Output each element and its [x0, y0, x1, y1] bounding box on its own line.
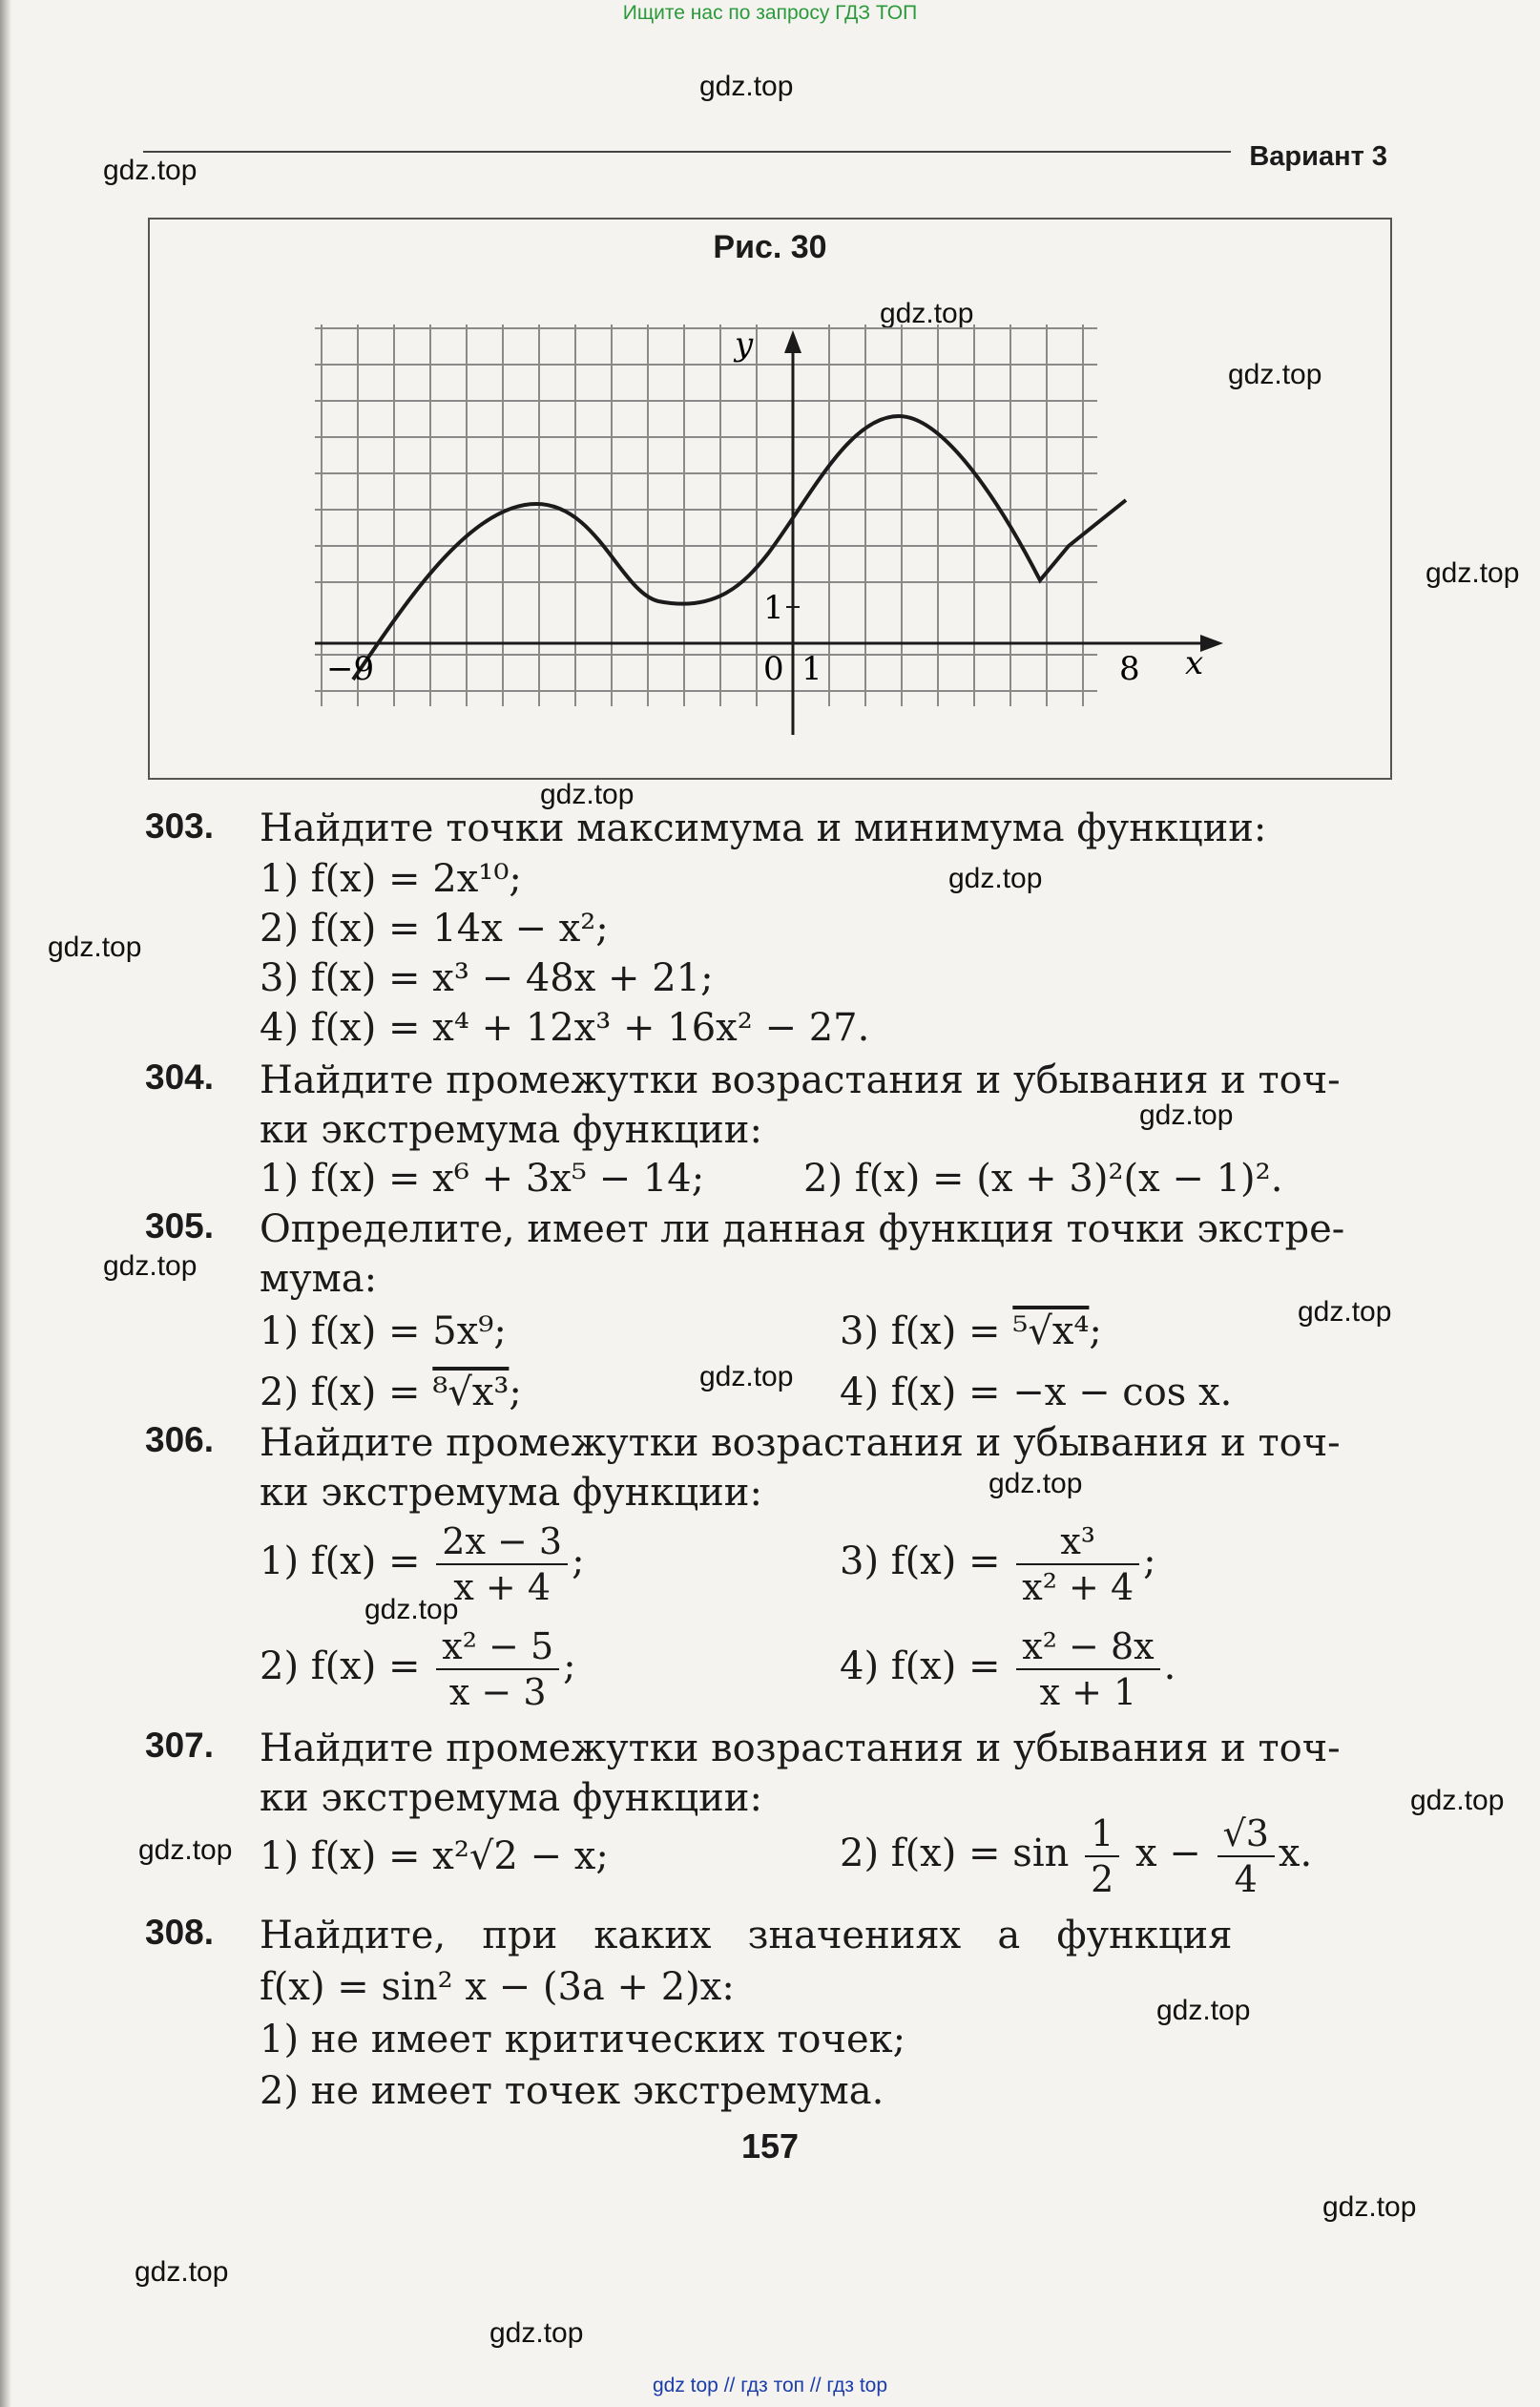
label-x8: 8 [1119, 650, 1140, 688]
problem-306-item4 [840, 1624, 1176, 1714]
watermark: gdz.top [699, 71, 794, 102]
x-axis-label: x [1185, 644, 1204, 682]
watermark: gdz.top [1139, 1099, 1234, 1131]
problem-307-line2: ки экстремума функции: [260, 1776, 762, 1820]
item2-prefix: 2) f(x) = [260, 1371, 433, 1414]
problem-308-item2: 2) не имеет точек экстремума. [260, 2069, 884, 2113]
watermark: gdz.top [1298, 1296, 1392, 1328]
fraction [1016, 1519, 1139, 1609]
page-edge-shadow [0, 0, 11, 2407]
item-suffix: . [1163, 1644, 1176, 1688]
problem-305-line2: мума: [260, 1257, 378, 1301]
problem-306-number: 306. [145, 1420, 215, 1459]
problem-307-item2 [840, 1811, 1312, 1901]
problem-308-item1: 1) не имеет критических точек; [260, 2018, 906, 2062]
watermark: gdz.top [48, 931, 142, 963]
bottom-banner[interactable]: gdz top // гдз топ // гдз top [652, 2375, 888, 2397]
problem-304-item2: 2) f(x) = (x + 3)²(x − 1)². [803, 1157, 1283, 1201]
problem-307-number: 307. [145, 1726, 215, 1765]
denominator: x² + 4 [1022, 1566, 1134, 1608]
numerator: 2x − 3 [436, 1519, 568, 1565]
watermark: gdz.top [103, 155, 198, 186]
watermark: gdz.top [364, 1594, 459, 1625]
problem-306-item3 [840, 1519, 1156, 1609]
watermark: gdz.top [1410, 1785, 1505, 1816]
watermark: gdz.top [1426, 557, 1520, 589]
root-expression: ⁸√x³ [432, 1371, 510, 1414]
problem-308-number: 308. [145, 1913, 215, 1952]
label-origin: 0 [763, 650, 784, 688]
problem-303-item: 1) f(x) = 2x¹⁰; [260, 857, 522, 901]
problem-308-line1: Найдите, при каких значениях a функция [260, 1914, 1233, 1957]
item3-suffix: ; [1089, 1309, 1102, 1353]
page-number: 157 [740, 2126, 800, 2166]
numerator: √3 [1217, 1811, 1275, 1857]
problem-303-text: Найдите точки максимума и минимума функции: [260, 806, 1267, 850]
root-expression: ⁵√x⁴ [1012, 1309, 1090, 1353]
denominator: x − 3 [448, 1671, 547, 1713]
y-axis-label: y [735, 325, 754, 364]
problem-304-item1: 1) f(x) = x⁶ + 3x⁵ − 14; [260, 1157, 705, 1201]
numerator: 1 [1085, 1811, 1119, 1857]
variant-label: Вариант 3 [1249, 141, 1387, 172]
item-suffix: x. [1278, 1831, 1313, 1875]
top-banner[interactable]: Ищите нас по запросу ГДЗ ТОП [622, 2, 918, 24]
figure-title: Рис. 30 [713, 229, 827, 265]
problem-306-line1: Найдите промежутки возрастания и убывания и точ- [260, 1421, 1341, 1465]
denominator: x + 1 [1039, 1671, 1137, 1713]
item-prefix: 2) f(x) = [260, 1644, 421, 1688]
denominator: x + 4 [453, 1566, 551, 1608]
problem-308-line2: f(x) = sin² x − (3a + 2)x: [260, 1965, 735, 2009]
problem-305-item4: 4) f(x) = −x − cos x. [840, 1371, 1233, 1414]
label-y1: 1 [763, 589, 784, 627]
problem-303-item: 2) f(x) = 14x − x²; [260, 907, 609, 951]
problem-307-line1: Найдите промежутки возрастания и убывания и точ- [260, 1727, 1341, 1770]
fraction [1085, 1811, 1119, 1901]
watermark: gdz.top [103, 1250, 198, 1282]
item3-prefix: 3) f(x) = [840, 1309, 1013, 1353]
item-middle: x − [1135, 1831, 1201, 1875]
item-suffix: ; [572, 1539, 585, 1583]
problem-306-item2 [260, 1624, 576, 1714]
problem-307-item1: 1) f(x) = x²√2 − x; [260, 1834, 609, 1878]
numerator: x² − 8x [1016, 1624, 1159, 1670]
problem-306-line2: ки экстремума функции: [260, 1471, 762, 1515]
problem-305-item2 [260, 1371, 522, 1414]
numerator: x² − 5 [436, 1624, 559, 1670]
watermark: gdz.top [948, 863, 1043, 894]
watermark: gdz.top [699, 1361, 794, 1392]
problem-305-number: 305. [145, 1206, 215, 1245]
problem-305-item3 [840, 1309, 1102, 1353]
label-x1: 1 [801, 650, 822, 688]
problem-305-item1: 1) f(x) = 5x⁹; [260, 1309, 507, 1353]
problem-303-item: 3) f(x) = x³ − 48x + 21; [260, 956, 714, 1000]
denominator: 4 [1234, 1858, 1258, 1900]
numerator: x³ [1016, 1519, 1139, 1565]
item-prefix: 2) f(x) = sin [840, 1831, 1070, 1875]
watermark: gdz.top [1322, 2191, 1417, 2223]
item2-suffix: ; [509, 1371, 522, 1414]
problem-303-number: 303. [145, 806, 215, 846]
item-prefix: 1) f(x) = [260, 1539, 421, 1583]
denominator: 2 [1091, 1858, 1114, 1900]
function-graph [315, 324, 1231, 735]
y-axis-arrow-icon [784, 330, 801, 353]
watermark: gdz.top [1156, 1995, 1251, 2026]
problem-304-number: 304. [145, 1057, 215, 1097]
fraction [436, 1519, 568, 1609]
item-suffix: ; [563, 1644, 576, 1688]
problem-306-item1 [260, 1519, 585, 1609]
label-neg9: −9 [326, 650, 375, 688]
fraction [1016, 1624, 1159, 1714]
watermark: gdz.top [540, 779, 635, 810]
watermark: gdz.top [135, 2256, 229, 2288]
watermark: gdz.top [489, 2317, 584, 2349]
problem-304-line1: Найдите промежутки возрастания и убывания и точ- [260, 1058, 1341, 1102]
fraction [436, 1624, 559, 1714]
item-suffix: ; [1143, 1539, 1156, 1583]
item-prefix: 4) f(x) = [840, 1644, 1001, 1688]
item-prefix: 3) f(x) = [840, 1539, 1001, 1583]
watermark: gdz.top [1228, 359, 1322, 390]
watermark: gdz.top [138, 1834, 233, 1866]
problem-305-line1: Определите, имеет ли данная функция точки экстре- [260, 1207, 1345, 1251]
watermark: gdz.top [989, 1468, 1083, 1499]
header-rule [143, 151, 1231, 153]
problem-304-line2: ки экстремума функции: [260, 1108, 762, 1152]
watermark: gdz.top [880, 298, 974, 329]
fraction [1217, 1811, 1275, 1901]
x-axis-arrow-icon [1200, 635, 1223, 652]
problem-303-item: 4) f(x) = x⁴ + 12x³ + 16x² − 27. [260, 1006, 870, 1050]
